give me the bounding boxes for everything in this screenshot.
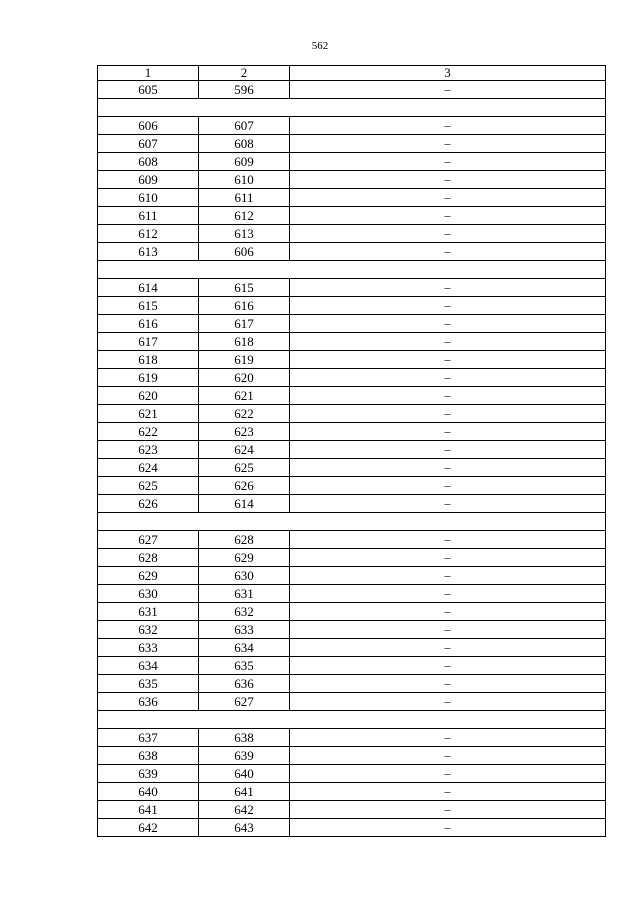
table-row <box>98 297 606 315</box>
table-cell-col-3: – <box>290 297 606 315</box>
table-cell-col-2: 633 <box>199 621 290 639</box>
table-row <box>98 117 606 135</box>
table-cell-col-1: 629 <box>98 567 199 585</box>
table-cell-col-3: – <box>290 135 606 153</box>
table-cell-col-2: 610 <box>199 171 290 189</box>
group-separator-row <box>98 513 606 531</box>
table-row <box>98 639 606 657</box>
group-separator <box>98 513 606 531</box>
table-cell-col-3: – <box>290 621 606 639</box>
table-row <box>98 171 606 189</box>
table-row <box>98 657 606 675</box>
table-cell-col-2: 611 <box>199 189 290 207</box>
table-cell-col-3: – <box>290 801 606 819</box>
table-cell-col-1: 614 <box>98 279 199 297</box>
table-cell-col-1: 637 <box>98 729 199 747</box>
table-cell-col-3: – <box>290 333 606 351</box>
table-cell-col-1: 611 <box>98 207 199 225</box>
table-cell-col-1: 609 <box>98 171 199 189</box>
table-row <box>98 225 606 243</box>
table-cell-col-2: 613 <box>199 225 290 243</box>
table-header <box>98 66 606 81</box>
column-header-2: 2 <box>199 66 290 81</box>
table-cell-col-1: 642 <box>98 819 199 837</box>
table-cell-col-1: 621 <box>98 405 199 423</box>
table-cell-col-2: 635 <box>199 657 290 675</box>
table-cell-col-2: 612 <box>199 207 290 225</box>
table-row <box>98 423 606 441</box>
table-row <box>98 747 606 765</box>
group-separator-row <box>98 99 606 117</box>
table-row <box>98 495 606 513</box>
table-cell-col-3: – <box>290 459 606 477</box>
table-row <box>98 459 606 477</box>
table-cell-col-3: – <box>290 675 606 693</box>
table-cell-col-2: 641 <box>199 783 290 801</box>
table-cell-col-3: – <box>290 153 606 171</box>
table-cell-col-3: – <box>290 369 606 387</box>
table-row <box>98 405 606 423</box>
table-cell-col-3: – <box>290 747 606 765</box>
table-cell-col-2: 632 <box>199 603 290 621</box>
table-row <box>98 567 606 585</box>
table-cell-col-2: 620 <box>199 369 290 387</box>
table-body <box>98 81 606 837</box>
table-row <box>98 153 606 171</box>
table-cell-col-2: 631 <box>199 585 290 603</box>
table-cell-col-1: 622 <box>98 423 199 441</box>
table-cell-col-2: 619 <box>199 351 290 369</box>
table-cell-col-3: – <box>290 639 606 657</box>
table-cell-col-1: 608 <box>98 153 199 171</box>
group-separator-row <box>98 711 606 729</box>
table-cell-col-2: 628 <box>199 531 290 549</box>
table-cell-col-1: 630 <box>98 585 199 603</box>
table-cell-col-2: 621 <box>199 387 290 405</box>
table-cell-col-1: 624 <box>98 459 199 477</box>
table-row <box>98 603 606 621</box>
table-row <box>98 369 606 387</box>
table-cell-col-1: 631 <box>98 603 199 621</box>
table-cell-col-3: – <box>290 783 606 801</box>
table-cell-col-3: – <box>290 243 606 261</box>
table-cell-col-3: – <box>290 117 606 135</box>
table-row <box>98 585 606 603</box>
table-cell-col-2: 625 <box>199 459 290 477</box>
column-header-1: 1 <box>98 66 199 81</box>
table-cell-col-2: 624 <box>199 441 290 459</box>
table-row <box>98 531 606 549</box>
table-cell-col-3: – <box>290 351 606 369</box>
table-cell-col-2: 642 <box>199 801 290 819</box>
table-cell-col-1: 625 <box>98 477 199 495</box>
table-row <box>98 693 606 711</box>
table-row <box>98 207 606 225</box>
table-cell-col-2: 640 <box>199 765 290 783</box>
table-cell-col-1: 617 <box>98 333 199 351</box>
table-row <box>98 351 606 369</box>
table-cell-col-1: 632 <box>98 621 199 639</box>
table-cell-col-1: 618 <box>98 351 199 369</box>
table-cell-col-2: 623 <box>199 423 290 441</box>
table-cell-col-1: 634 <box>98 657 199 675</box>
table-cell-col-3: – <box>290 441 606 459</box>
table-cell-col-1: 610 <box>98 189 199 207</box>
table-cell-col-1: 612 <box>98 225 199 243</box>
page-number: 562 <box>311 40 329 52</box>
table-cell-col-1: 639 <box>98 765 199 783</box>
group-separator-row <box>98 261 606 279</box>
table-row <box>98 441 606 459</box>
table-cell-col-1: 635 <box>98 675 199 693</box>
group-separator <box>98 711 606 729</box>
table-row <box>98 801 606 819</box>
table-cell-col-3: – <box>290 729 606 747</box>
table-row <box>98 243 606 261</box>
table-cell-col-3: – <box>290 495 606 513</box>
table-cell-col-1: 633 <box>98 639 199 657</box>
table-cell-col-3: – <box>290 765 606 783</box>
table-cell-col-1: 638 <box>98 747 199 765</box>
table-cell-col-2: 596 <box>199 81 290 99</box>
table-cell-col-3: – <box>290 171 606 189</box>
table-row <box>98 477 606 495</box>
table-row <box>98 279 606 297</box>
table-row <box>98 315 606 333</box>
table-cell-col-3: – <box>290 477 606 495</box>
table-cell-col-3: – <box>290 225 606 243</box>
table-cell-col-2: 634 <box>199 639 290 657</box>
table-cell-col-1: 616 <box>98 315 199 333</box>
table-row <box>98 765 606 783</box>
table-cell-col-2: 607 <box>199 117 290 135</box>
coordinates-table <box>97 65 606 837</box>
table-cell-col-3: – <box>290 189 606 207</box>
table-cell-col-1: 636 <box>98 693 199 711</box>
column-header-3: 3 <box>290 66 606 81</box>
table-cell-col-1: 623 <box>98 441 199 459</box>
group-separator <box>98 99 606 117</box>
table-row <box>98 819 606 837</box>
table-row <box>98 729 606 747</box>
table-cell-col-1: 641 <box>98 801 199 819</box>
table-cell-col-2: 616 <box>199 297 290 315</box>
table-cell-col-2: 606 <box>199 243 290 261</box>
table-row <box>98 675 606 693</box>
table-cell-col-3: – <box>290 819 606 837</box>
table-cell-col-2: 630 <box>199 567 290 585</box>
table-cell-col-3: – <box>290 549 606 567</box>
table-cell-col-2: 614 <box>199 495 290 513</box>
table-cell-col-1: 613 <box>98 243 199 261</box>
table-cell-col-2: 618 <box>199 333 290 351</box>
table-cell-col-2: 639 <box>199 747 290 765</box>
table-cell-col-3: – <box>290 585 606 603</box>
table-cell-col-1: 605 <box>98 81 199 99</box>
table-cell-col-2: 638 <box>199 729 290 747</box>
table-cell-col-1: 628 <box>98 549 199 567</box>
table-cell-col-3: – <box>290 423 606 441</box>
table-cell-col-1: 619 <box>98 369 199 387</box>
table-cell-col-3: – <box>290 315 606 333</box>
table-cell-col-3: – <box>290 603 606 621</box>
table-cell-col-3: – <box>290 405 606 423</box>
table-cell-col-1: 620 <box>98 387 199 405</box>
table-cell-col-2: 636 <box>199 675 290 693</box>
group-separator <box>98 261 606 279</box>
table-row <box>98 621 606 639</box>
table-cell-col-1: 627 <box>98 531 199 549</box>
table-cell-col-2: 622 <box>199 405 290 423</box>
table-cell-col-3: – <box>290 207 606 225</box>
table-row <box>98 333 606 351</box>
table-row <box>98 81 606 99</box>
table-row <box>98 783 606 801</box>
table-cell-col-1: 607 <box>98 135 199 153</box>
table-cell-col-3: – <box>290 567 606 585</box>
table-cell-col-3: – <box>290 81 606 99</box>
table-row <box>98 549 606 567</box>
table-cell-col-3: – <box>290 279 606 297</box>
table-row <box>98 135 606 153</box>
table-cell-col-2: 615 <box>199 279 290 297</box>
table-cell-col-2: 627 <box>199 693 290 711</box>
table-cell-col-3: – <box>290 657 606 675</box>
table-cell-col-2: 643 <box>199 819 290 837</box>
table-cell-col-3: – <box>290 531 606 549</box>
table-cell-col-2: 626 <box>199 477 290 495</box>
table-cell-col-2: 617 <box>199 315 290 333</box>
table-cell-col-3: – <box>290 387 606 405</box>
table-cell-col-1: 640 <box>98 783 199 801</box>
table-cell-col-2: 608 <box>199 135 290 153</box>
table-cell-col-1: 606 <box>98 117 199 135</box>
table-cell-col-1: 615 <box>98 297 199 315</box>
table-cell-col-1: 626 <box>98 495 199 513</box>
table-cell-col-2: 629 <box>199 549 290 567</box>
table-row <box>98 189 606 207</box>
header-row <box>98 66 606 81</box>
table-row <box>98 387 606 405</box>
table-cell-col-3: – <box>290 693 606 711</box>
table-cell-col-2: 609 <box>199 153 290 171</box>
